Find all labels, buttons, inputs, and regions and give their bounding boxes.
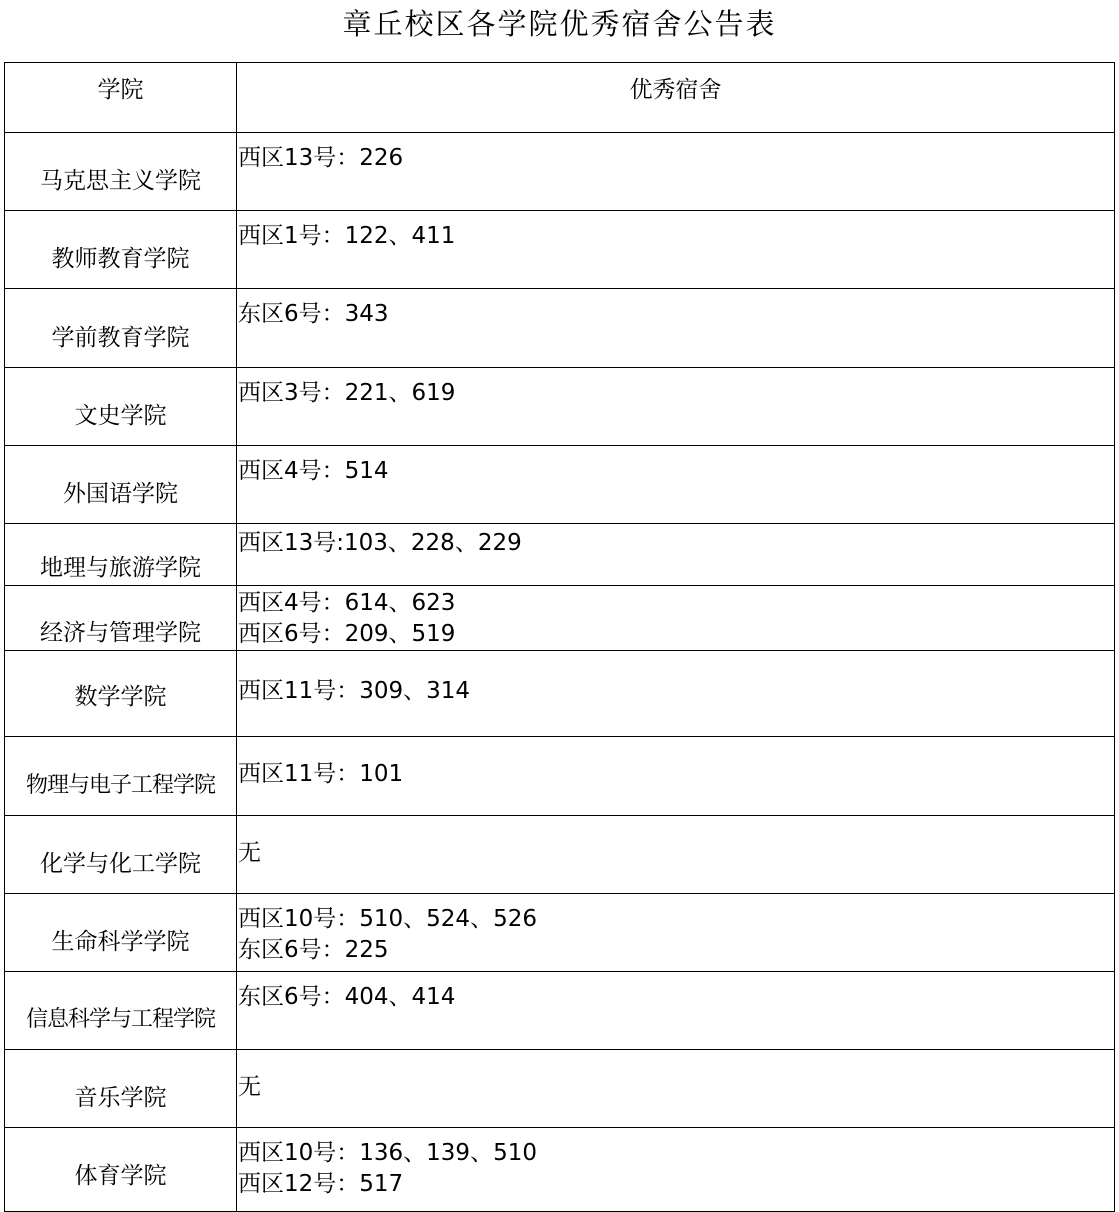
college-name: 体育学院: [5, 1128, 237, 1212]
table-row: [5, 1050, 1115, 1128]
table-row: [5, 368, 1115, 446]
dorm-list: [237, 289, 1115, 368]
page-title: 章丘校区各学院优秀宿舍公告表: [342, 7, 777, 41]
table-row: [5, 651, 1115, 737]
table-row: [5, 894, 1115, 972]
college-name: 生命科学学院: [5, 894, 237, 972]
dorm-list: [237, 894, 1115, 972]
dorm-line: 无: [238, 1074, 261, 1100]
dorm-list: [237, 651, 1115, 737]
dorm-list: [237, 972, 1115, 1050]
dorm-list: [237, 133, 1115, 211]
table-row: [5, 446, 1115, 524]
college-name: 物理与电子工程学院: [5, 737, 237, 816]
college-name: 化学与化工学院: [5, 816, 237, 894]
dorm-line: 西区11号：101: [238, 761, 404, 787]
college-name: 外国语学院: [5, 446, 237, 524]
college-name: 经济与管理学院: [5, 586, 237, 651]
dorm-line: 西区12号：517: [238, 1171, 404, 1197]
college-name: 信息科学与工程学院: [5, 972, 237, 1050]
dorm-line: 西区3号：221、619: [238, 380, 456, 406]
dorm-line: 东区6号：404、414: [238, 984, 456, 1010]
dorm-line: 西区4号：514: [238, 458, 389, 484]
table-header-row: [5, 63, 1115, 133]
dorm-line: 西区13号:103、228、229: [238, 530, 522, 556]
table-row: [5, 289, 1115, 368]
dorm-line: 西区1号：122、411: [238, 223, 456, 249]
table-row: [5, 816, 1115, 894]
college-name: 文史学院: [5, 368, 237, 446]
dorm-line: 无: [238, 840, 261, 866]
dorm-line: 西区13号：226: [238, 145, 404, 171]
table-row: [5, 133, 1115, 211]
dorm-line: 东区6号：343: [238, 301, 389, 327]
dorm-list: [237, 586, 1115, 651]
dorm-list: [237, 1128, 1115, 1212]
table-row: [5, 211, 1115, 289]
dorm-line: 西区4号：614、623: [238, 590, 456, 616]
college-name: 地理与旅游学院: [5, 524, 237, 586]
dorm-list: [237, 1050, 1115, 1128]
dorm-line: 西区10号：510、524、526: [238, 906, 537, 932]
college-name: 学前教育学院: [5, 289, 237, 368]
table-row: [5, 524, 1115, 586]
dorm-list: [237, 446, 1115, 524]
header-college: 学院: [5, 63, 237, 133]
college-name: 教师教育学院: [5, 211, 237, 289]
table-row: [5, 737, 1115, 816]
dorm-line: 西区11号：309、314: [238, 678, 471, 704]
table-row: [5, 972, 1115, 1050]
dorm-list: [237, 211, 1115, 289]
college-name: 音乐学院: [5, 1050, 237, 1128]
table-row: [5, 1128, 1115, 1212]
dormitory-table: [4, 62, 1115, 1212]
dorm-list: [237, 816, 1115, 894]
dorm-list: [237, 524, 1115, 586]
dorm-line: 东区6号：225: [238, 937, 389, 963]
college-name: 马克思主义学院: [5, 133, 237, 211]
table-row: [5, 586, 1115, 651]
dorm-line: 西区10号：136、139、510: [238, 1140, 537, 1166]
dorm-list: [237, 368, 1115, 446]
dorm-list: [237, 737, 1115, 816]
header-dorms: 优秀宿舍: [237, 63, 1115, 133]
college-name: 数学学院: [5, 651, 237, 737]
dorm-line: 西区6号：209、519: [238, 621, 456, 647]
